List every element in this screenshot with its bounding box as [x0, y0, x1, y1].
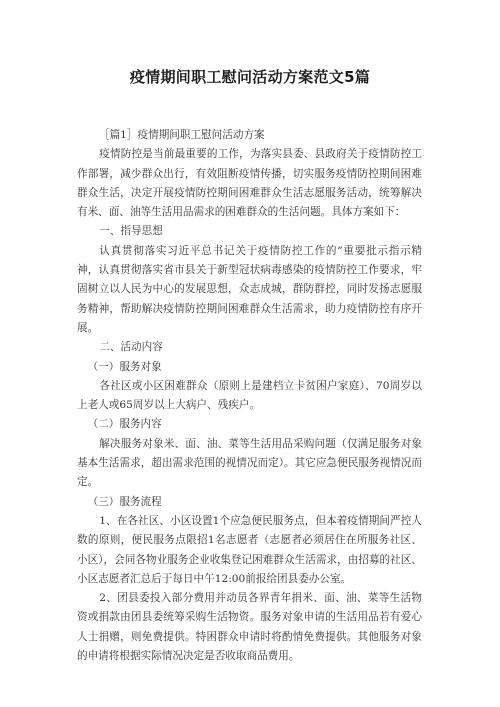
paragraph: 认真贯彻落实习近平总书记关于疫情防控工作的”重要批示指示精神，认真贯彻落实省市县关于新型冠状病毒感染的疫情防控工作要求，牢固树立以人民为中心的发展思想，众志成城，群防群控，同时发扬志愿服务精神，帮助解决疫情防控期间困难群众生活需求，助力疫情防控有序开展。 — [77, 244, 422, 334]
paragraph: （一）服务对象 — [87, 360, 162, 373]
paragraph: 各社区或小区困难群众（原则上是建档立卡贫困户家庭）、70周岁以上老人或65周岁以上大病户、残疾户。 — [77, 379, 422, 412]
paragraph: 疫情防控是当前最重要的工作，为落实县委、县政府关于疫情防控工作部署，减少群众出行，有效阻断疫情传播，切实服务疫情防控期间困难群众生活，决定开展疫情防控期间困难群众生活志愿服务活动，统筹解决有米、面、油等生活用品需求的困难群众的生活问题。具体方案如下： — [77, 148, 422, 219]
paragraph: （三）服务流程 — [87, 495, 162, 508]
document-body — [77, 126, 422, 666]
section-reference: ［篇1］疫情期间职工慰问活动方案 — [99, 129, 265, 141]
paragraph: 2、团县委投入部分费用并动员各界青年捐米、面、油、菜等生活物资或捐款由团县委统筹采购生活物资。服务对象申请的生活用品若有爱心人士捐赠，则免费提供。特困群众申请时将酌情免费提供。其他服务对象的申请将根据实际情况决定是否收取商品费用。 — [77, 592, 422, 663]
paragraph: 解决服务对象米、面、油、菜等生活用品采购问题（仅满足服务对象基本生活需求，超出需求范围的视情况而定）。其它应急便民服务视情况而定。 — [77, 437, 422, 489]
paragraph: 1、在各社区、小区设置1个应急便民服务点，但本着疫情期间严控人数的原则，便民服务点限招1名志愿者（志愿者必须居住在所服务社区、小区），会同各物业服务企业收集登记困难群众生活需求，由招募的社区、小区志愿者汇总后于每日中午12:00前报给团县委办公室。 — [77, 514, 422, 585]
paragraph: （二）服务内容 — [87, 418, 162, 431]
paragraph: 一、指导思想 — [99, 225, 163, 238]
paragraph: 二、活动内容 — [99, 341, 163, 354]
page-title: 疫情期间职工慰问活动方案范文5篇 — [129, 68, 371, 86]
